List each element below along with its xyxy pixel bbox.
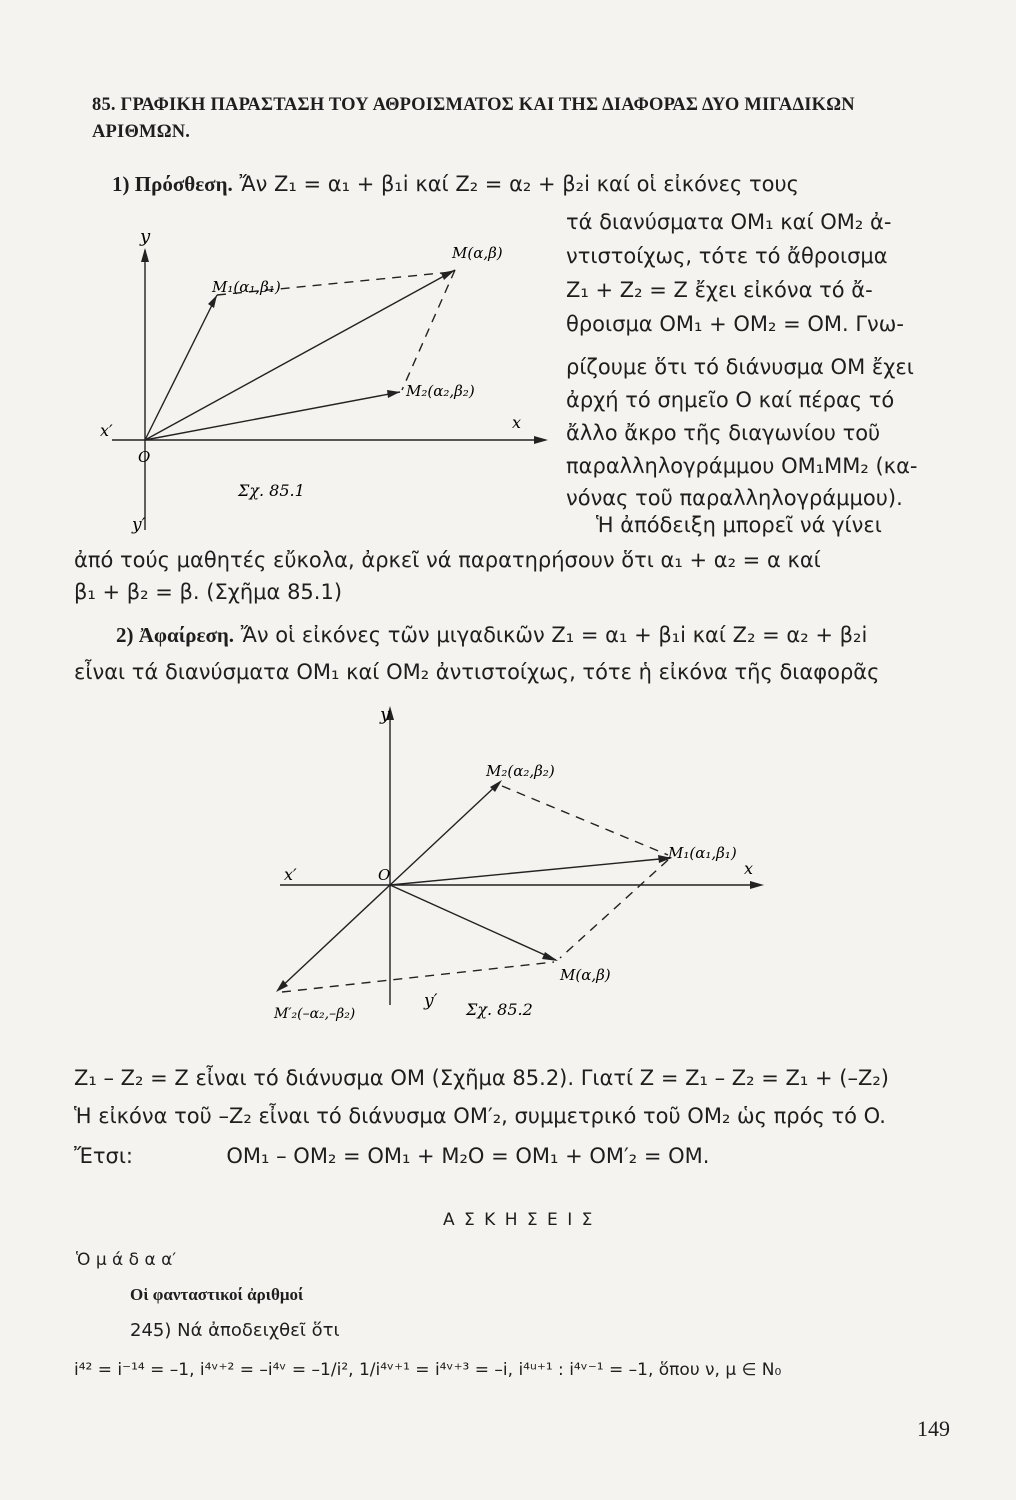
subtraction-label: 2) Ἀφαίρεση. bbox=[116, 623, 235, 647]
fig1-m2-label: M₂(α₂,β₂) bbox=[406, 382, 475, 400]
fig2-dash-m2p-m bbox=[282, 962, 554, 992]
fig2-dash-m2-m1 bbox=[502, 786, 668, 855]
fig1-origin-label: O bbox=[138, 448, 151, 466]
fig1-m1-label: M₁(α₁,β₁) bbox=[212, 278, 281, 296]
fig1-y-neg-label: y′ bbox=[132, 515, 146, 535]
fig2-m2-label: M₂(α₂,β₂) bbox=[486, 762, 555, 780]
addition-line-9: παραλληλογράμμου OM₁MM₂ (κα- bbox=[566, 454, 918, 478]
addition-label: 1) Πρόσθεση. bbox=[112, 172, 233, 196]
fig2-origin-label: O bbox=[378, 866, 391, 884]
fig2-vector-om2p bbox=[278, 885, 390, 990]
fig2-x-arrow bbox=[750, 881, 764, 889]
fig1-m2-arrow bbox=[387, 390, 400, 398]
subtraction-line-5-label: Ἔτσι: bbox=[74, 1144, 134, 1168]
fig2-dash-m1-m bbox=[560, 860, 668, 958]
subtraction-line-3: Z₁ – Z₂ = Z εἶναι τό διάνυσμα OM (Σχῆμα 85.2). Γιατί Z = Z₁ – Z₂ = Z₁ + (–Z₂) bbox=[74, 1066, 889, 1090]
addition-line-5: θροισμα OM₁ + OM₂ = OM. Γνω- bbox=[566, 312, 904, 336]
fig2-m-arrow bbox=[542, 952, 558, 961]
section-title: 85. ΓΡΑΦΙΚΗ ΠΑΡΑΣΤΑΣΗ ΤΟΥ ΑΘΡΟΙΣΜΑΤΟΣ ΚΑΙ ΤΗΣ ΔΙΑΦΟΡΑΣ ΔΥΟ ΜΙΓΑΔΙΚΩΝ ΑΡΙΘΜΩΝ. bbox=[92, 95, 855, 142]
fig1-x-neg-label: x′ bbox=[100, 421, 113, 440]
addition-paragraph-first-line bbox=[112, 172, 799, 197]
fig2-caption: Σχ. 85.2 bbox=[466, 1000, 533, 1019]
fig1-m1-arrow bbox=[208, 295, 217, 308]
addition-line-2: τά διανύσματα OM₁ καί OM₂ ἀ- bbox=[566, 210, 892, 234]
subtraction-line-2: εἶναι τά διανύσματα OM₁ καί OM₂ ἀντιστοίχως, τότε ἡ εἰκόνα τῆς διαφορᾶς bbox=[74, 660, 880, 684]
fig2-x-neg-label: x′ bbox=[284, 865, 297, 884]
subtraction-line-5 bbox=[74, 1144, 709, 1168]
figure-85-2 bbox=[250, 700, 810, 1030]
addition-line-13: β₁ + β₂ = β. (Σχῆμα 85.1) bbox=[74, 580, 343, 604]
fig1-vector-om2 bbox=[145, 392, 400, 440]
fig1-m-label: M(α,β) bbox=[452, 244, 503, 262]
fig2-y-label: y bbox=[380, 704, 391, 725]
subtraction-line-4: Ἡ εἰκόνα τοῦ –Z₂ εἶναι τό διάνυσμα OM′₂, συμμετρικό τοῦ OM₂ ὡς πρός τό O. bbox=[74, 1104, 886, 1128]
addition-line-6: ρίζουμε ὅτι τό διάνυσμα OM ἔχει bbox=[566, 355, 914, 379]
fig2-m1-label: M₁(α₁,β₁) bbox=[668, 844, 737, 862]
fig1-x-arrow bbox=[534, 436, 548, 444]
exercise-group: Ὁ μ ά δ α α′ bbox=[76, 1250, 177, 1270]
subtraction-line-5-equation: OM₁ – OM₂ = OM₁ + M₂O = OM₁ + OM′₂ = OM. bbox=[226, 1144, 710, 1168]
addition-line-12: ἀπό τούς μαθητές εὔκολα, ἀρκεῖ νά παρατηρήσουν ὅτι α₁ + α₂ = α καί bbox=[74, 548, 821, 572]
addition-line-1: Ἄν Z₁ = α₁ + β₁i καί Z₂ = α₂ + β₂i καί οἱ εἰκόνες τους bbox=[239, 172, 799, 196]
fig2-m-label: M(α,β) bbox=[560, 966, 611, 984]
fig1-y-arrow bbox=[141, 248, 149, 262]
fig1-caption: Σχ. 85.1 bbox=[238, 481, 305, 500]
exercises-heading: Α Σ Κ Η Σ Ε Ι Σ bbox=[443, 1210, 595, 1230]
fig2-x-label: x bbox=[744, 859, 754, 878]
subtraction-paragraph-first-line bbox=[116, 623, 867, 648]
figure-85-1 bbox=[60, 200, 560, 535]
addition-line-7: ἀρχή τό σημεῖο O καί πέρας τό bbox=[566, 388, 895, 412]
fig1-vector-om1 bbox=[145, 295, 217, 440]
subtraction-line-1: Ἄν οἱ εἰκόνες τῶν μιγαδικῶν Z₁ = α₁ + β₁i καί Z₂ = α₂ + β₂i bbox=[240, 623, 868, 647]
addition-line-3: ντιστοίχως, τότε τό ἄθροισμα bbox=[566, 244, 888, 268]
addition-line-11: Ἡ ἀπόδειξη μπορεῖ νά γίνει bbox=[596, 513, 882, 537]
fig2-y-neg-label: y′ bbox=[424, 991, 438, 1011]
exercise-formula: i⁴² = i⁻¹⁴ = –1, i⁴ᵛ⁺² = –i⁴ᵛ = –1/i², 1/i⁴ᵛ⁺¹ = i⁴ᵛ⁺³ = –i, i⁴ᵘ⁺¹ : i⁴ᵛ⁻¹ = –1, ὅπου ν, μ ∈ N₀ bbox=[74, 1360, 782, 1380]
fig1-vector-om bbox=[145, 270, 455, 440]
exercise-item: 245) Νά ἀποδειχθεῖ ὅτι bbox=[130, 1320, 340, 1341]
page-number: 149 bbox=[917, 1416, 950, 1441]
fig1-y-label: y bbox=[140, 226, 151, 247]
fig2-vector-om2 bbox=[390, 782, 500, 885]
fig1-dash-m-m2 bbox=[402, 270, 455, 390]
fig2-vector-om1 bbox=[390, 858, 670, 885]
addition-line-10: νόνας τοῦ παραλληλογράμμου). bbox=[566, 486, 903, 510]
fig2-m2p-label: M′₂(–α₂,–β₂) bbox=[274, 1006, 356, 1022]
exercise-topic: Οἱ φανταστικοί ἀριθμοί bbox=[130, 1285, 304, 1304]
fig2-vector-om bbox=[390, 885, 556, 960]
addition-line-4: Z₁ + Z₂ = Z ἔχει εἰκόνα τό ἄ- bbox=[566, 278, 873, 302]
addition-line-8: ἄλλο ἄκρο τῆς διαγωνίου τοῦ bbox=[566, 421, 881, 445]
fig1-x-label: x bbox=[512, 413, 522, 432]
